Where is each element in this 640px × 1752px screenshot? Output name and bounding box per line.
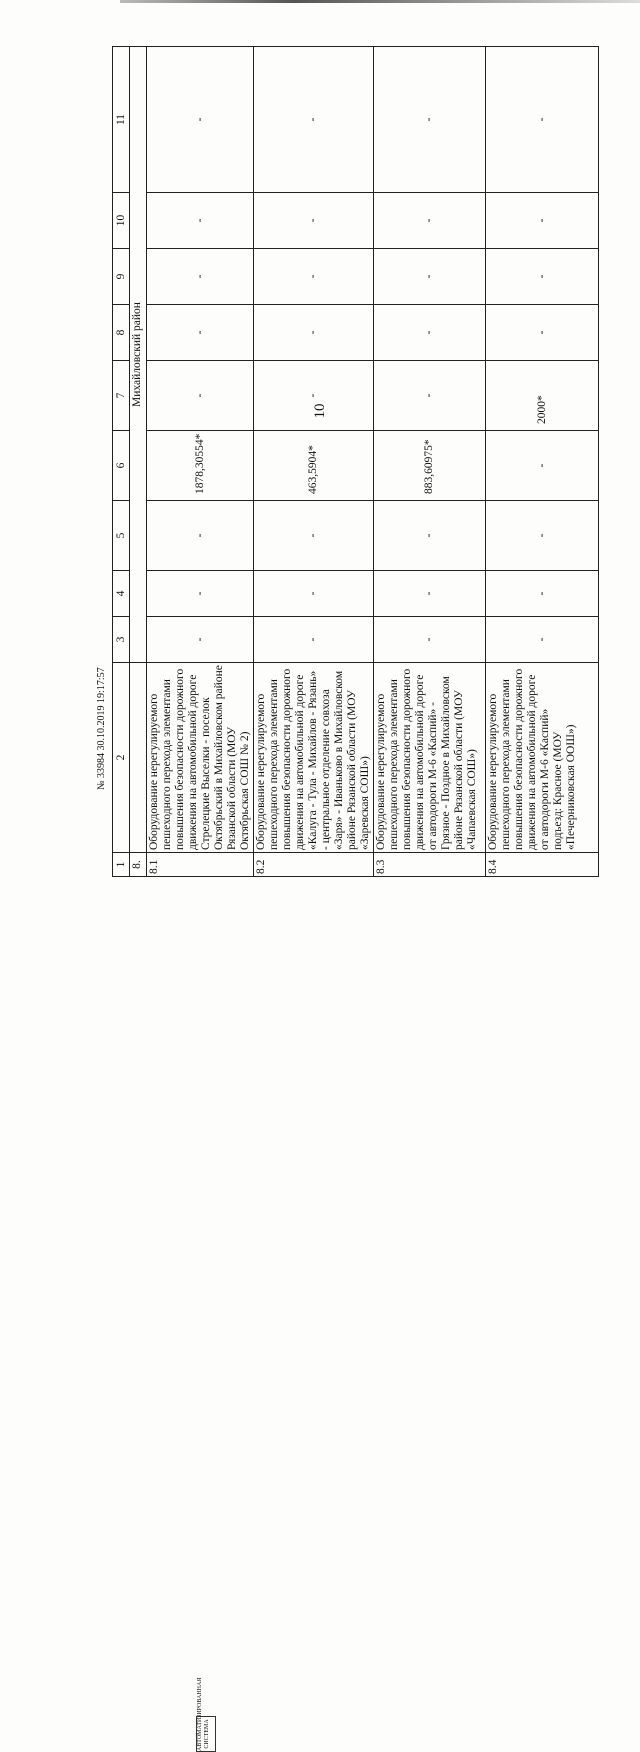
col-header: 4 — [113, 571, 130, 617]
cell: - — [486, 249, 599, 305]
cell: - — [147, 249, 254, 305]
col-header: 6 — [113, 431, 130, 501]
cell: - — [254, 501, 374, 571]
cell: - — [147, 47, 254, 193]
cell: - — [486, 47, 599, 193]
row-description: Оборудование нерегулируемого пешеходного перехода элементами повышения безопасности дорожного движения на автомобильной дороге от автодороги М-6 «Каспий» подъезд: Красное (МОУ «Печерниковская ООШ») — [486, 663, 599, 853]
col-header: 11 — [113, 47, 130, 193]
section-spacer — [130, 663, 147, 853]
cell: - — [374, 47, 486, 193]
row-description: Оборудование нерегулируемого пешеходного перехода элементами повышения безопасности дорожного движения на автомобильной дороге от автодороги М-6 «Каспий» - Грязное - Поздное в Михайловском районе Рязанской области (МОУ «Чапаевская СОШ») — [374, 663, 486, 853]
cell: - — [147, 617, 254, 663]
cell: - — [254, 571, 374, 617]
cell-amount: 1878,30554* — [147, 431, 254, 501]
cell: - — [374, 571, 486, 617]
system-logo: АВТОМАТИЗИРОВАННАЯ СИСТЕМА — [196, 1716, 216, 1752]
table-row — [486, 47, 599, 877]
cell: - — [374, 305, 486, 361]
footer-stamp — [96, 600, 116, 800]
scan-edge — [120, 0, 640, 3]
footer-text: № 33984 30.10.2019 19:17:57 — [96, 667, 107, 790]
cell-amount: 883,60975* — [374, 431, 486, 501]
cell-amount: 2000* — [486, 361, 599, 431]
row-description: Оборудование нерегулируемого пешеходного перехода элементами повышения безопасности дорожного движения на автомобильной дороге Стрелецкие Выселки - поселок Октябрьский в Михайловском районе Рязанской области (МОУ Октябрьская СОШ № 2) — [147, 663, 254, 853]
row-description: Оборудование нерегулируемого пешеходного перехода элементами повышения безопасности дорожного движения на автомобильной дороге «Калуга - Тула - Михайлов - Рязань» - центральное отделение совхоза «Заря» - Иваньково в Михайловском районе Рязанской области (МОУ «Заревская СОШ») — [254, 663, 374, 853]
program-table — [112, 46, 599, 877]
cell: - — [486, 431, 599, 501]
row-number: 8.2 — [254, 853, 374, 877]
col-header: 5 — [113, 501, 130, 571]
cell: - — [147, 571, 254, 617]
col-header: 2 — [113, 663, 130, 853]
cell: - — [486, 193, 599, 249]
cell: - — [254, 249, 374, 305]
cell: - — [254, 193, 374, 249]
row-number: 8.4 — [486, 853, 599, 877]
section-row — [130, 47, 147, 877]
section-number: 8. — [130, 853, 147, 877]
cell: - — [486, 617, 599, 663]
row-number: 8.3 — [374, 853, 486, 877]
col-header: 7 — [113, 361, 130, 431]
section-region: Михайловский район — [130, 47, 147, 663]
cell: - — [486, 305, 599, 361]
table-row — [374, 47, 486, 877]
cell: - — [374, 617, 486, 663]
col-header: 8 — [113, 305, 130, 361]
cell: - — [374, 361, 486, 431]
cell: - — [147, 193, 254, 249]
col-header: 3 — [113, 617, 130, 663]
cell: - — [254, 305, 374, 361]
cell: - — [374, 501, 486, 571]
cell: - — [254, 47, 374, 193]
page-number: 10 — [311, 403, 328, 419]
col-header: 1 — [113, 853, 130, 877]
col-header: 9 — [113, 249, 130, 305]
table-row — [254, 47, 374, 877]
table-row — [147, 47, 254, 877]
cell: - — [374, 249, 486, 305]
cell: - — [486, 501, 599, 571]
cell: - — [254, 361, 374, 431]
cell: - — [374, 193, 486, 249]
row-number: 8.1 — [147, 853, 254, 877]
cell-amount: 463,5904* — [254, 431, 374, 501]
col-header: 10 — [113, 193, 130, 249]
cell: - — [486, 571, 599, 617]
program-table-container — [112, 47, 640, 877]
logo-stamp — [98, 872, 210, 1751]
cell: - — [254, 617, 374, 663]
cell: - — [147, 501, 254, 571]
cell: - — [147, 305, 254, 361]
cell: - — [147, 361, 254, 431]
